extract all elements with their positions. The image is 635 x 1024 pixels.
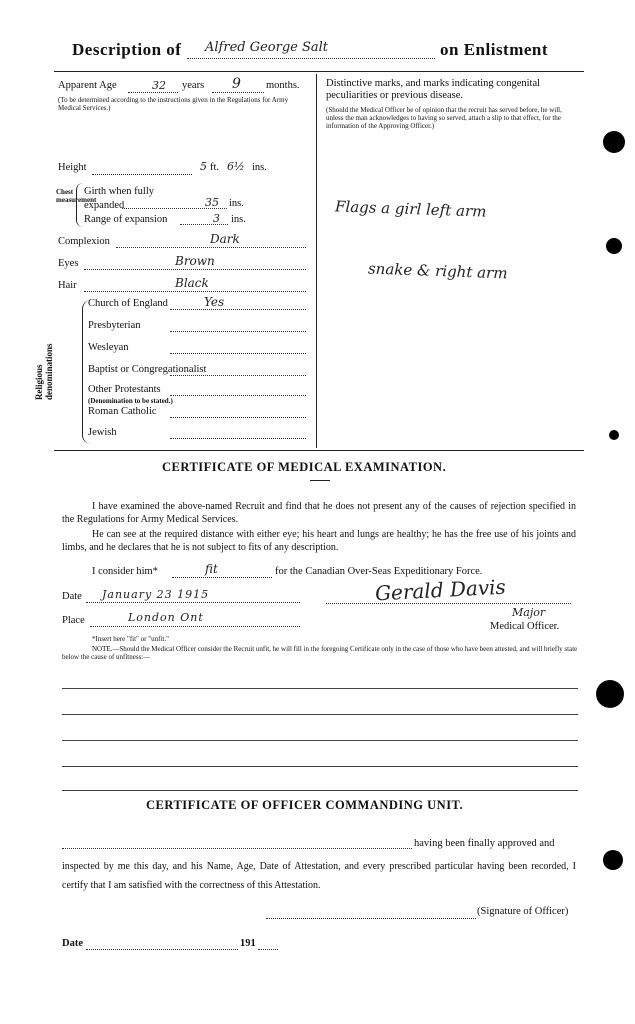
- religion-item-label: Roman Catholic: [88, 406, 157, 417]
- eyes-line: [84, 269, 306, 270]
- medical-date-label: Date: [62, 591, 82, 602]
- chest-measurement-label: Chest measurement: [56, 188, 97, 204]
- religion-item-line: [170, 331, 306, 332]
- marks-note: (Should the Medical Officer be of opinion that the recruit has served before, he will, unless the man acknowledges to having so served, attach a slip to that effect, for the information of the Approving Officer.): [326, 106, 562, 130]
- age-months-line: [212, 92, 264, 93]
- girth-value: 35: [205, 196, 219, 209]
- religion-item-line: [170, 417, 306, 418]
- medical-heading: CERTIFICATE OF MEDICAL EXAMINATION.: [162, 460, 447, 474]
- religion-item-label: Presbyterian: [88, 320, 141, 331]
- religion-item-value: Yes: [204, 295, 225, 309]
- binder-hole-5: [609, 430, 619, 440]
- fitness-value: fit: [205, 562, 218, 576]
- religion-item-label: Jewish: [88, 427, 117, 438]
- range-ins-label: ins.: [231, 214, 246, 225]
- place-label: Place: [62, 615, 85, 626]
- height-line: [92, 174, 192, 175]
- officer-date-line: [86, 949, 238, 950]
- medical-date-line: [86, 602, 300, 603]
- years-label: years: [182, 80, 205, 91]
- top-rule: [54, 71, 584, 72]
- binder-hole-3: [596, 680, 624, 708]
- range-value: 3: [213, 212, 220, 225]
- unfitness-line-2: [62, 714, 578, 715]
- unfitness-line-3: [62, 740, 578, 741]
- eyes-label: Eyes: [58, 258, 79, 269]
- girth-label: Girth when fully expanded: [84, 186, 154, 211]
- religion-item-line: [170, 395, 306, 396]
- height-label: Height: [58, 162, 87, 173]
- medical-paragraph-1: I have examined the above-named Recruit and find that he does not present any of the causes of rejection specified in the Regulations for Army Medical Services.: [62, 501, 576, 525]
- unfitness-line-5: [62, 790, 578, 791]
- medical-officer-signature: Gerald Davis: [374, 574, 507, 606]
- religion-item-line: [170, 375, 306, 376]
- complexion-value: Dark: [210, 232, 240, 246]
- consider-prefix: I consider him*: [92, 566, 158, 577]
- religion-item-label: Wesleyan: [88, 342, 129, 353]
- girth-ins-label: ins.: [229, 198, 244, 209]
- medical-officer-label: Medical Officer.: [490, 621, 560, 632]
- ins-label: ins.: [252, 162, 267, 173]
- column-divider: [316, 74, 317, 448]
- religion-item-label: Church of England: [88, 298, 168, 309]
- age-years-line: [128, 92, 178, 93]
- other-protestants-note: (Denomination to be stated.): [88, 397, 173, 405]
- medical-paragraph-2: He can see at the required distance with either eye; his heart and lungs are healthy; he has the free use of his joints and limbs, and he declares that he is not subject to fits of any description.: [62, 529, 576, 553]
- unfitness-line-4: [62, 766, 578, 767]
- officer-signature-label: (Signature of Officer): [477, 906, 569, 917]
- age-note: (To be determined according to the instructions given in the Regulations for Army Medical Services.): [58, 96, 289, 112]
- range-label: Range of expansion: [84, 214, 168, 225]
- binder-hole-4: [603, 850, 623, 870]
- marks-line-2: snake & right arm: [367, 259, 508, 283]
- ft-label: ft.: [210, 162, 220, 173]
- chest-brace: [76, 183, 83, 227]
- height-ft-value: 5: [200, 160, 207, 173]
- religion-item-label: Other Protestants: [88, 384, 161, 395]
- recruit-name: Alfred George Salt: [205, 40, 329, 55]
- binder-hole-2: [606, 238, 622, 254]
- months-label: months.: [266, 80, 300, 91]
- officer-heading: CERTIFICATE OF OFFICER COMMANDING UNIT.: [146, 798, 464, 812]
- religion-item-line: [170, 353, 306, 354]
- height-in-value: 6½: [227, 160, 245, 173]
- insert-note: *Insert here "fit" or "unfit.": [92, 635, 169, 643]
- binder-hole-1: [603, 131, 625, 153]
- officer-signature-line: [266, 918, 476, 919]
- religion-item-line: [170, 438, 306, 439]
- form-title-suffix: on Enlistment: [440, 40, 549, 59]
- officer-paragraph-line-1: having been finally approved and: [414, 838, 555, 849]
- marks-title: Distinctive marks, and marks indicating congenital peculiarities or previous disease.: [326, 78, 541, 101]
- form-title-prefix: Description of: [72, 40, 182, 59]
- name-line: [187, 58, 435, 59]
- officer-name-line: [62, 848, 412, 849]
- officer-date-label: Date: [62, 938, 83, 949]
- age-years-value: 32: [152, 79, 166, 92]
- hair-line: [84, 291, 306, 292]
- place-value: London Ont: [128, 611, 204, 624]
- consider-line: [172, 577, 272, 578]
- religion-item-line: [170, 309, 306, 310]
- religion-item-label: Baptist or Congregationalist: [88, 364, 207, 375]
- apparent-age-label: Apparent Age: [58, 80, 117, 91]
- officer-year-line: [258, 949, 278, 950]
- section-rule: [54, 450, 584, 451]
- unfitness-line-1: [62, 688, 578, 689]
- marks-line-1: Flags a girl left arm: [334, 197, 487, 221]
- medical-heading-underline: [310, 480, 330, 481]
- medical-date-value: January 23 1915: [102, 588, 210, 601]
- religion-side-label: Religious denominations: [34, 343, 54, 400]
- eyes-value: Brown: [175, 254, 215, 268]
- officer-year-label: 191: [240, 938, 256, 949]
- hair-value: Black: [175, 276, 209, 290]
- medical-officer-rank: Major: [512, 606, 546, 619]
- unfit-note: NOTE.—Should the Medical Officer consider the Recruit unfit, he will fill in the foregoing Certificate only in the case of those who have been attested, and will briefly state below the cause of unfitness:—: [62, 645, 578, 661]
- hair-label: Hair: [58, 280, 77, 291]
- signature-line: [326, 603, 571, 604]
- age-months-value: 9: [232, 76, 241, 92]
- place-line: [90, 626, 300, 627]
- complexion-line: [116, 247, 306, 248]
- range-line: [180, 224, 228, 225]
- officer-paragraph-rest: inspected by me this day, and his Name, Age, Date of Attestation, and every prescribed particular having been recorded, I certify that I am satisfied with the correctness of this Attestation.: [62, 861, 576, 891]
- complexion-label: Complexion: [58, 236, 110, 247]
- consider-suffix: for the Canadian Over-Seas Expeditionary Force.: [275, 566, 483, 577]
